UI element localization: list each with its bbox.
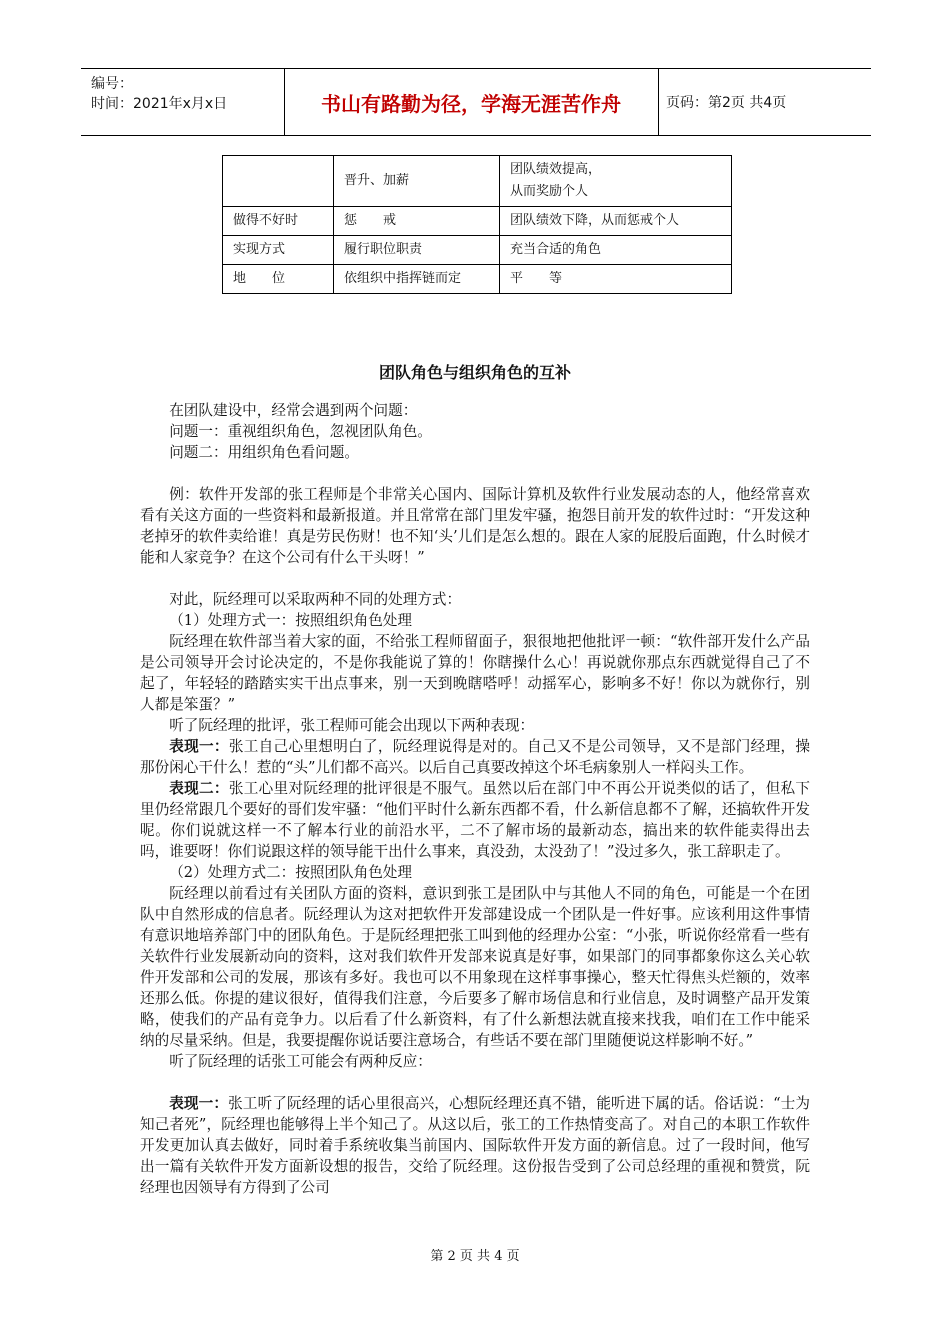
table-cell: 平 等 — [500, 265, 732, 294]
comparison-table — [222, 155, 732, 294]
table-row — [223, 207, 732, 236]
page-footer: 第 2 页 共 4 页 — [430, 1249, 520, 1264]
time-label: 时间：2021年x月x日 — [91, 96, 228, 112]
paragraph: 在团队建设中，经常会遇到两个问题： — [169, 402, 418, 419]
label-bold: 表现一： — [169, 1095, 229, 1112]
paragraph — [140, 736, 810, 778]
paragraph — [140, 1093, 810, 1198]
table-cell: 实现方式 — [223, 236, 334, 265]
cell-line: 团队绩效提高， — [510, 162, 602, 177]
page-header — [81, 68, 871, 136]
paragraph: 听了阮经理的话张工可能会有两种反应： — [169, 1053, 432, 1070]
table-cell: 做得不好时 — [223, 207, 334, 236]
paragraph-text: 张工听了阮经理的话心里很高兴，心想阮经理还真不错，能听进下属的话。俗话说：“士为知己者死”，阮经理也能够得上半个知己了。从这以后，张工的工作热情变高了。对自己的本职工作软件开发更加认真去做好，同时着手系统收集当前国内、国际软件开发方面的新信息。过了一段时间，他写出一篇有关软件开发方面新设想的报告，交给了阮经理。这份报告受到了公司总经理的重视和赞赏，阮经理也因领导有方得到了公司 — [140, 1095, 810, 1196]
paragraph: 阮经理以前看过有关团队方面的资料，意识到张工是团队中与其他人不同的角色，可能是一个在团队中自然形成的信息者。阮经理认为这对把软件开发部建设成一个团队是一件好事。应该利用这件事情有意识地培养部门中的团队角色。于是阮经理把张工叫到他的经理办公室：“小张，听说你经常看一些有关软件行业发展新动向的资料，这对我们软件开发部来说真是好事，如果部门的同事都象你这么关心软件开发部和公司的发展，那该有多好。我也可以不用象现在这样事事操心，整天忙得焦头烂额的，效率还那么低。你提的建议很好，值得我们注意，今后要多了解市场信息和行业信息，及时调整产品开发策略，使我们的产品有竞争力。以后看了什么新资料，有了什么新想法就直接来找我，咱们在工作中能采纳的尽量采纳。但是，我要提醒你说话要注意场合，有些话不要在部门里随便说这样影响不好。” — [140, 885, 810, 1049]
paragraph: （1）处理方式一：按照组织角色处理 — [169, 612, 412, 629]
table-cell: 依组织中指挥链而定 — [334, 265, 500, 294]
label-bold: 表现二： — [169, 780, 229, 797]
header-divider — [658, 69, 659, 135]
code-label: 编号： — [91, 76, 133, 92]
table-cell: 履行职位职责 — [334, 236, 500, 265]
label-bold: 表现一： — [169, 738, 229, 755]
table-cell: 惩 戒 — [334, 207, 500, 236]
paragraph: （2）处理方式二：按照团队角色处理 — [169, 864, 412, 881]
cell-line: 从而奖励个人 — [510, 184, 589, 199]
table-cell: 地 位 — [223, 265, 334, 294]
paragraph: 例：软件开发部的张工程师是个非常关心国内、国际计算机及软件行业发展动态的人，他经常喜欢看有关这方面的一些资料和最新报道。并且常常在部门里发牢骚，抱怨目前开发的软件过时：“开发这种老掉牙的软件卖给谁！真是劳民伤财！也不知‘头’儿们是怎么想的。跟在人家的屁股后面跑，什么时候才能和人家竞争？在这个公司有什么干头呀！” — [140, 486, 810, 566]
table-row — [223, 265, 732, 294]
paragraph: 问题一：重视组织角色，忽视团队角色。 — [169, 423, 432, 440]
paragraph — [140, 778, 810, 862]
header-motto: 书山有路勤为径，学海无涯苦作舟 — [321, 91, 621, 116]
table-cell: 团队绩效下降，从而惩戒个人 — [500, 207, 732, 236]
paragraph: 听了阮经理的批评，张工程师可能会出现以下两种表现： — [169, 717, 535, 734]
header-page-number: 页码：第2页 共4页 — [666, 95, 787, 111]
paragraph: 问题二：用组织角色看问题。 — [169, 444, 359, 461]
table-row — [223, 236, 732, 265]
paragraph-text: 张工心里对阮经理的批评很是不服气。虽然以后在部门中不再公开说类似的话了，但私下里仍经常跟几个要好的哥们发牢骚：“他们平时什么新东西都不看，什么新信息都不了解，还搞软件开发呢。你们说就这样一不了解本行业的前沿水平，二不了解市场的最新动态，搞出来的软件能卖得出去吗，谁要呀！你们说跟这样的领导能干出什么事来，真没劲，太没劲了！”没过多久，张工辞职走了。 — [140, 780, 810, 860]
paragraph: 对此，阮经理可以采取两种不同的处理方式： — [169, 591, 462, 608]
section-title: 团队角色与组织角色的互补 — [378, 363, 571, 382]
header-meta — [91, 74, 287, 114]
table-cell: 晋升、加薪 — [334, 156, 500, 207]
table-cell — [223, 156, 334, 207]
paragraph: 阮经理在软件部当着大家的面，不给张工程师留面子，狠很地把他批评一顿：“软件部开发什么产品是公司领导开会讨论决定的，不是你我能说了算的！你瞎操什么心！再说就你那点东西就觉得自己了不起了，年轻轻的踏踏实实干出点事来，别一天到晚瞎嗒呼！动摇军心，影响多不好！你以为就你行，别人都是笨蛋？” — [140, 633, 810, 713]
paragraph-text: 张工自己心里想明白了，阮经理说得是对的。自己又不是公司领导，又不是部门经理，操那份闲心干什么！惹的“头”儿们都不高兴。以后自己真要改掉这个坏毛病象别人一样闷头工作。 — [140, 738, 810, 776]
document-body — [140, 400, 810, 1198]
table-cell: 充当合适的角色 — [500, 236, 732, 265]
table-row — [223, 156, 732, 207]
table-cell — [500, 156, 732, 207]
